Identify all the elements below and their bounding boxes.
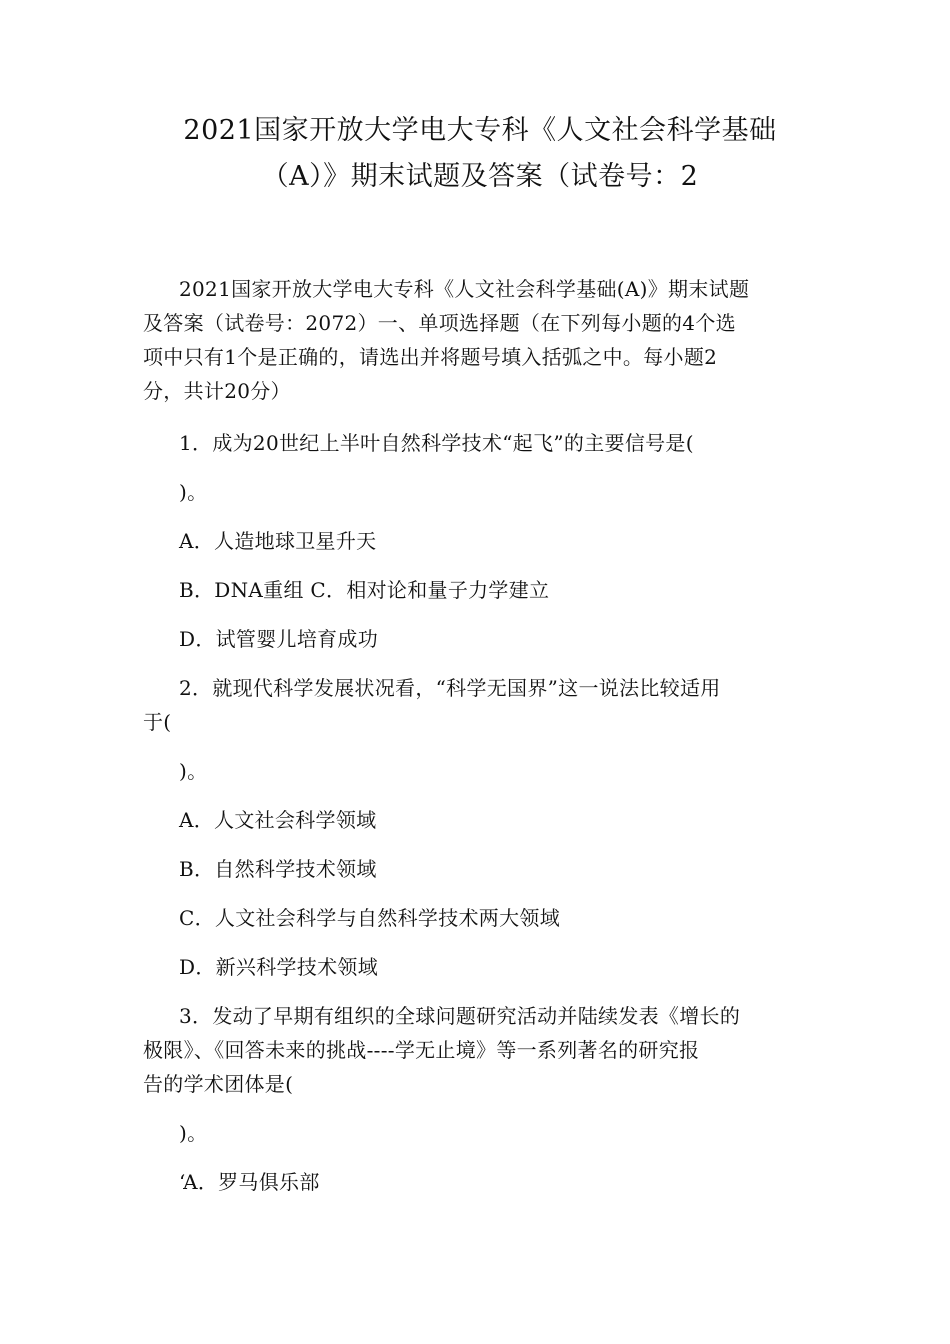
question-2-close: )。 bbox=[179, 759, 208, 783]
intro-line-1: 2021国家开放大学电大专科《人文社会科学基础(A)》期末试题 bbox=[179, 277, 750, 301]
question-1-option-a: A．人造地球卫星升天 bbox=[179, 529, 377, 553]
title-line-2: （A）》期末试题及答案（试卷号：2 bbox=[261, 161, 699, 192]
question-3-stem bbox=[143, 999, 803, 1101]
intro-line-2: 及答案（试卷号：2072）一、单项选择题（在下列每小题的4个选 bbox=[143, 311, 736, 335]
question-3-stem-line-1: 3．发动了早期有组织的全球问题研究活动并陆续发表《增长的 bbox=[179, 1004, 741, 1028]
question-1-option-d: D．试管婴儿培育成功 bbox=[179, 627, 379, 651]
title-line-1: 2021国家开放大学电大专科《人文社会科学基础 bbox=[183, 115, 777, 146]
question-2-stem-line-2: 于( bbox=[143, 710, 172, 734]
intro-line-4: 分，共计20分） bbox=[143, 379, 291, 403]
question-3-stem-line-2: 极限》、《回答未来的挑战----学无止境》等一系列著名的研究报 bbox=[143, 1038, 700, 1062]
question-3-stem-line-3: 告的学术团体是( bbox=[143, 1072, 294, 1096]
question-2-option-a: A．人文社会科学领域 bbox=[179, 808, 377, 832]
question-1-option-b-c: B．DNA重组 C．相对论和量子力学建立 bbox=[179, 578, 550, 602]
question-1-close: )。 bbox=[179, 480, 208, 504]
intro-paragraph bbox=[143, 272, 803, 408]
question-2-option-c: C．人文社会科学与自然科学技术两大领域 bbox=[179, 906, 561, 930]
question-2-stem bbox=[143, 671, 803, 739]
question-3-close: )。 bbox=[179, 1121, 208, 1145]
question-2-stem-line-1: 2．就现代科学发展状况看，“科学无国界”这一说法比较适用 bbox=[179, 676, 721, 700]
intro-line-3: 项中只有1个是正确的，请选出并将题号填入括弧之中。每小题2 bbox=[143, 345, 718, 369]
question-2-option-b: B．自然科学技术领域 bbox=[179, 857, 377, 881]
question-2-option-d: D．新兴科学技术领域 bbox=[179, 955, 379, 979]
document-body bbox=[143, 272, 803, 1214]
document-title bbox=[150, 108, 810, 200]
question-3-option-a: ‘A．罗马俱乐部 bbox=[179, 1170, 320, 1194]
question-1-stem-text: 1．成为20世纪上半叶自然科学技术“起飞”的主要信号是( bbox=[179, 431, 694, 455]
question-1-stem bbox=[143, 426, 803, 460]
